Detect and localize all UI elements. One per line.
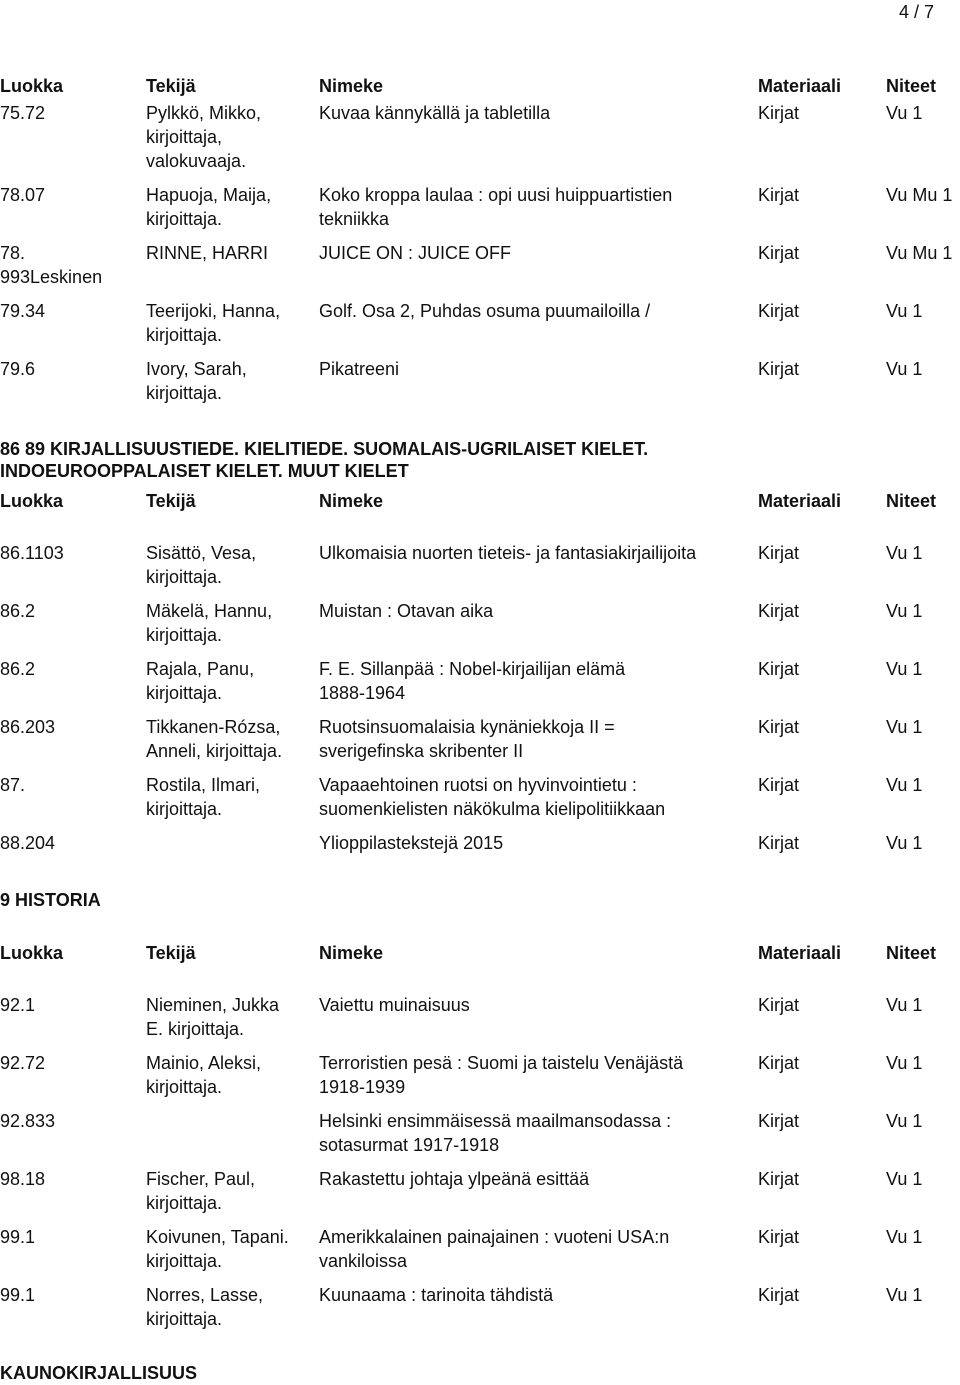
cell-materiaali: Kirjat (758, 103, 800, 123)
cell-nimeke: sverigefinska skribenter II (319, 741, 524, 761)
cell-nimeke: Ulkomaisia nuorten tieteis- ja fantasiakirjailijoita (319, 543, 697, 563)
cell-tekija: kirjoittaja. (146, 325, 223, 345)
cell-luokka: 86.2 (0, 601, 36, 621)
cell-nimeke: vankiloissa (319, 1251, 408, 1271)
cell-tekija: Teerijoki, Hanna, (146, 301, 281, 321)
column-header-materiaali: Materiaali (758, 491, 842, 511)
cell-tekija: kirjoittaja. (146, 683, 223, 703)
cell-luokka: 99.1 (0, 1227, 36, 1247)
cell-niteet: Vu 1 (886, 1053, 923, 1073)
cell-niteet: Vu 1 (886, 1285, 923, 1305)
cell-luokka: 98.18 (0, 1169, 46, 1189)
cell-niteet: Vu 1 (886, 775, 923, 795)
cell-materiaali: Kirjat (758, 1111, 800, 1131)
cell-luokka: 88.204 (0, 833, 56, 853)
cell-niteet: Vu Mu 1 (886, 243, 953, 263)
cell-materiaali: Kirjat (758, 717, 800, 737)
cell-niteet: Vu 1 (886, 1169, 923, 1189)
cell-luokka: 86.203 (0, 717, 56, 737)
cell-nimeke: Kuvaa kännykällä ja tabletilla (319, 103, 551, 123)
cell-materiaali: Kirjat (758, 1285, 800, 1305)
cell-luokka: 993Leskinen (0, 267, 103, 287)
cell-tekija: Sisättö, Vesa, (146, 543, 257, 563)
cell-niteet: Vu 1 (886, 995, 923, 1015)
cell-tekija: kirjoittaja. (146, 1077, 223, 1097)
column-header-luokka: Luokka (0, 76, 64, 96)
cell-tekija: Tikkanen-Rózsa, (146, 717, 281, 737)
section-title: INDOEUROOPPALAISET KIELET. MUUT KIELET (0, 461, 409, 481)
cell-materiaali: Kirjat (758, 359, 800, 379)
cell-luokka: 92.72 (0, 1053, 46, 1073)
cell-tekija: RINNE, HARRI (146, 243, 269, 263)
cell-tekija: kirjoittaja. (146, 567, 223, 587)
cell-nimeke: Vapaaehtoinen ruotsi on hyvinvointietu : (319, 775, 637, 795)
cell-materiaali: Kirjat (758, 243, 800, 263)
cell-tekija: Pylkkö, Mikko, (146, 103, 262, 123)
cell-nimeke: Pikatreeni (319, 359, 400, 379)
cell-tekija: Hapuoja, Maija, (146, 185, 272, 205)
column-header-nimeke: Nimeke (319, 76, 384, 96)
cell-nimeke: sotasurmat 1917-1918 (319, 1135, 500, 1155)
cell-niteet: Vu 1 (886, 717, 923, 737)
cell-luokka: 92.833 (0, 1111, 56, 1131)
cell-tekija: kirjoittaja. (146, 1251, 223, 1271)
section-title: 9 HISTORIA (0, 890, 101, 910)
cell-tekija: Norres, Lasse, (146, 1285, 264, 1305)
cell-luokka: 99.1 (0, 1285, 36, 1305)
cell-tekija: Rajala, Panu, (146, 659, 255, 679)
cell-materiaali: Kirjat (758, 543, 800, 563)
cell-materiaali: Kirjat (758, 601, 800, 621)
cell-materiaali: Kirjat (758, 775, 800, 795)
cell-niteet: Vu 1 (886, 601, 923, 621)
column-header-materiaali: Materiaali (758, 76, 842, 96)
column-header-nimeke: Nimeke (319, 943, 384, 963)
cell-luokka: 86.1103 (0, 543, 64, 563)
cell-nimeke: Koko kroppa laulaa : opi uusi huippuartistien (319, 185, 673, 205)
cell-nimeke: Rakastettu johtaja ylpeänä esittää (319, 1169, 590, 1189)
cell-luokka: 79.34 (0, 301, 46, 321)
cell-niteet: Vu 1 (886, 659, 923, 679)
cell-tekija: Ivory, Sarah, (146, 359, 247, 379)
cell-nimeke: Amerikkalainen painajainen : vuoteni USA:n (319, 1227, 670, 1247)
column-header-tekija: Tekijä (146, 491, 196, 511)
column-header-tekija: Tekijä (146, 943, 196, 963)
cell-luokka: 78.07 (0, 185, 46, 205)
cell-tekija: kirjoittaja. (146, 625, 223, 645)
cell-nimeke: Kuunaama : tarinoita tähdistä (319, 1285, 554, 1305)
cell-niteet: Vu 1 (886, 833, 923, 853)
column-header-materiaali: Materiaali (758, 943, 842, 963)
cell-niteet: Vu 1 (886, 543, 923, 563)
cell-luokka: 75.72 (0, 103, 46, 123)
cell-tekija: Mainio, Aleksi, (146, 1053, 262, 1073)
cell-niteet: Vu 1 (886, 359, 923, 379)
cell-nimeke: Ylioppilastekstejä 2015 (319, 833, 504, 853)
column-header-niteet: Niteet (886, 76, 937, 96)
cell-materiaali: Kirjat (758, 659, 800, 679)
cell-tekija: kirjoittaja. (146, 1309, 223, 1329)
cell-tekija: kirjoittaja. (146, 209, 223, 229)
cell-materiaali: Kirjat (758, 833, 800, 853)
cell-materiaali: Kirjat (758, 185, 800, 205)
cell-tekija: Rostila, Ilmari, (146, 775, 261, 795)
cell-nimeke: F. E. Sillanpää : Nobel-kirjailijan elämä (319, 659, 626, 679)
cell-nimeke: Helsinki ensimmäisessä maailmansodassa : (319, 1111, 672, 1131)
column-header-tekija: Tekijä (146, 76, 196, 96)
page-number: 4 / 7 (898, 2, 934, 22)
cell-tekija: kirjoittaja, (146, 127, 223, 147)
section-title: KAUNOKIRJALLISUUS (0, 1363, 198, 1383)
cell-luokka: 92.1 (0, 995, 36, 1015)
cell-nimeke: Muistan : Otavan aika (319, 601, 494, 621)
cell-luokka: 79.6 (0, 359, 36, 379)
cell-tekija: E. kirjoittaja. (146, 1019, 245, 1039)
cell-nimeke: Terroristien pesä : Suomi ja taistelu Venäjästä (319, 1053, 684, 1073)
cell-tekija: valokuvaaja. (146, 151, 247, 171)
cell-luokka: 78. (0, 243, 26, 263)
cell-tekija: Koivunen, Tapani. (146, 1227, 289, 1247)
cell-materiaali: Kirjat (758, 995, 800, 1015)
cell-tekija: Anneli, kirjoittaja. (146, 741, 283, 761)
cell-materiaali: Kirjat (758, 301, 800, 321)
cell-luokka: 87. (0, 775, 26, 795)
cell-nimeke: tekniikka (319, 209, 390, 229)
cell-nimeke: JUICE ON : JUICE OFF (319, 243, 512, 263)
column-header-niteet: Niteet (886, 943, 937, 963)
cell-niteet: Vu 1 (886, 103, 923, 123)
section-title: 86 89 KIRJALLISUUSTIEDE. KIELITIEDE. SUOMALAIS-UGRILAISET KIELET. (0, 439, 649, 459)
cell-nimeke: 1888-1964 (319, 683, 406, 703)
cell-materiaali: Kirjat (758, 1169, 800, 1189)
cell-nimeke: Vaiettu muinaisuus (319, 995, 470, 1015)
cell-niteet: Vu 1 (886, 1227, 923, 1247)
cell-tekija: kirjoittaja. (146, 1193, 223, 1213)
column-header-luokka: Luokka (0, 943, 64, 963)
cell-materiaali: Kirjat (758, 1227, 800, 1247)
cell-niteet: Vu Mu 1 (886, 185, 953, 205)
cell-nimeke: suomenkielisten näkökulma kielipolitiikkaan (319, 799, 666, 819)
column-header-niteet: Niteet (886, 491, 937, 511)
cell-niteet: Vu 1 (886, 301, 923, 321)
cell-tekija: Fischer, Paul, (146, 1169, 256, 1189)
column-header-nimeke: Nimeke (319, 491, 384, 511)
cell-tekija: Mäkelä, Hannu, (146, 601, 273, 621)
cell-tekija: Nieminen, Jukka (146, 995, 280, 1015)
cell-luokka: 86.2 (0, 659, 36, 679)
cell-tekija: kirjoittaja. (146, 383, 223, 403)
cell-nimeke: 1918-1939 (319, 1077, 406, 1097)
cell-materiaali: Kirjat (758, 1053, 800, 1073)
cell-nimeke: Ruotsinsuomalaisia kynäniekkoja II = (319, 717, 615, 737)
column-header-luokka: Luokka (0, 491, 64, 511)
cell-niteet: Vu 1 (886, 1111, 923, 1131)
cell-tekija: kirjoittaja. (146, 799, 223, 819)
cell-nimeke: Golf. Osa 2, Puhdas osuma puumailoilla / (319, 301, 651, 321)
